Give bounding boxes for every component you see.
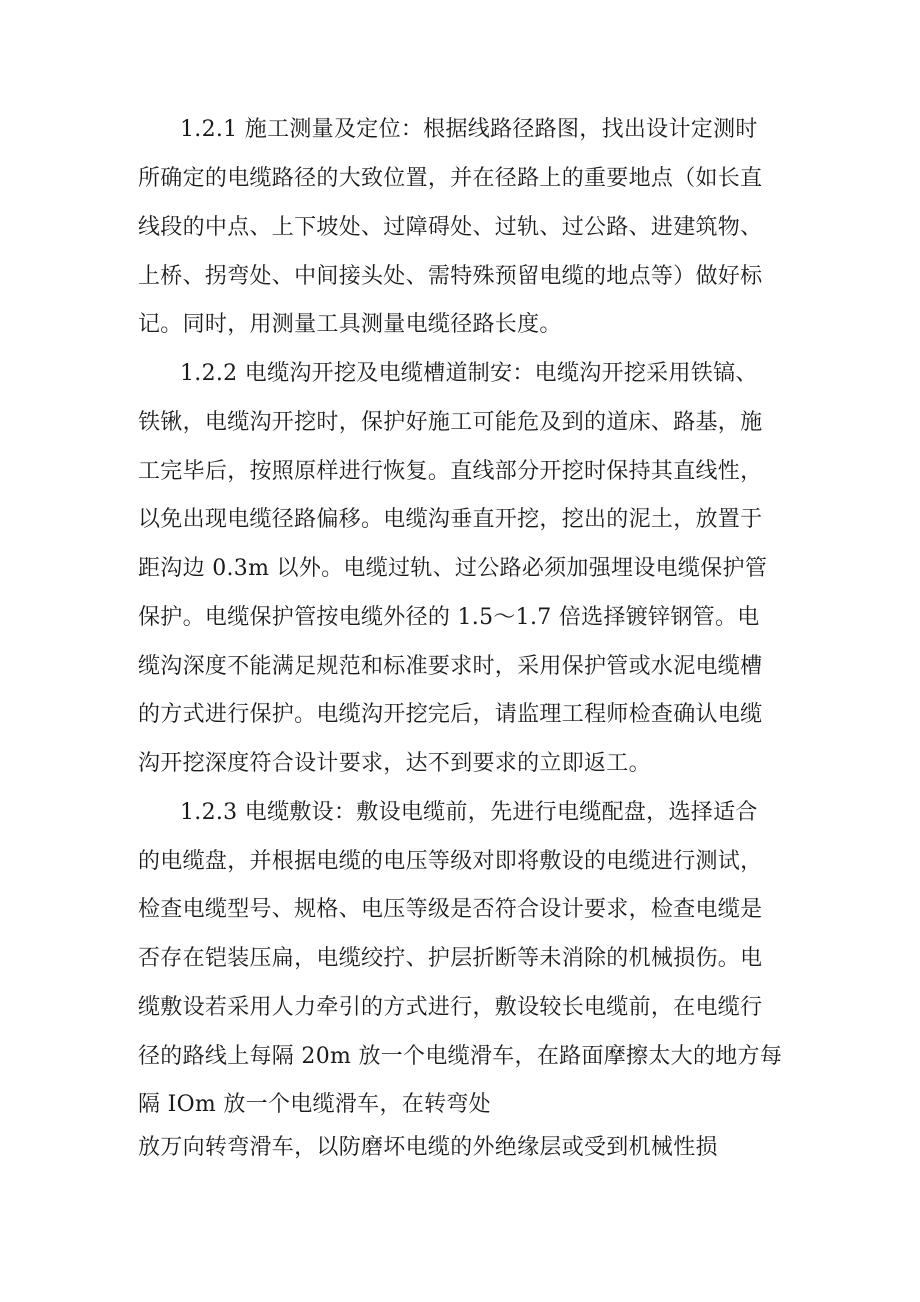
text-line: 隔 IOm 放一个电缆滑车，在转弯处 xyxy=(138,1092,491,1117)
text-line: 工完毕后，按照原样进行恢复。直线部分开挖时保持其直线性， xyxy=(138,459,763,484)
text-line: 距沟边 0.3m 以外。电缆过轨、过公路必须加强埋设电缆保护管 xyxy=(138,556,768,581)
text-line: 沟开挖深度符合设计要求，达不到要求的立即返工。 xyxy=(138,751,651,776)
text-line: 所确定的电缆路径的大致位置，并在径路上的重要地点（如长直 xyxy=(138,166,763,191)
text-line: 以免出现电缆径路偏移。电缆沟垂直开挖，挖出的泥土，放置于 xyxy=(138,507,763,532)
text-line: 记。同时，用测量工具测量电缆径路长度。 xyxy=(138,312,562,337)
text-line: 1.2.1 施工测量及定位：根据线路径路图，找出设计定测时 xyxy=(180,117,758,142)
text-line: 的电缆盘，并根据电缆的电压等级对即将敷设的电缆进行测试， xyxy=(138,849,763,874)
text-line: 1.2.3 电缆敷设：敷设电缆前，先进行电缆配盘，选择适合 xyxy=(180,800,758,825)
text-line: 否存在铠装压扁，电缆绞拧、护层折断等未消除的机械损伤。电 xyxy=(138,946,763,971)
text-line: 径的路线上每隔 20m 放一个电缆滑车，在路面摩擦太大的地方每 xyxy=(138,1044,783,1069)
text-line: 线段的中点、上下坡处、过障碍处、过轨、过公路、进建筑物、 xyxy=(138,215,763,240)
text-line: 缆沟深度不能满足规范和标准要求时，采用保护管或水泥电缆槽 xyxy=(138,654,763,679)
text-line: 缆敷设若采用人力牵引的方式进行，敷设较长电缆前，在电缆行 xyxy=(138,995,763,1020)
text-line: 铁锹，电缆沟开挖时，保护好施工可能危及到的道床、路基，施 xyxy=(138,410,763,435)
text-line: 保护。电缆保护管按电缆外径的 1.5～1.7 倍选择镀锌钢管。电 xyxy=(138,605,760,630)
text-line: 放万向转弯滑车，以防磨坏电缆的外绝缘层或受到机械性损 xyxy=(138,1135,718,1160)
text-line: 上桥、拐弯处、中间接头处、需特殊预留电缆的地点等）做好标 xyxy=(138,264,763,289)
text-line: 的方式进行保护。电缆沟开挖完后，请监理工程师检查确认电缆 xyxy=(138,702,763,727)
text-line: 1.2.2 电缆沟开挖及电缆槽道制安：电缆沟开挖采用铁镐、 xyxy=(180,361,758,386)
text-line: 检查电缆型号、规格、电压等级是否符合设计要求，检查电缆是 xyxy=(138,897,763,922)
